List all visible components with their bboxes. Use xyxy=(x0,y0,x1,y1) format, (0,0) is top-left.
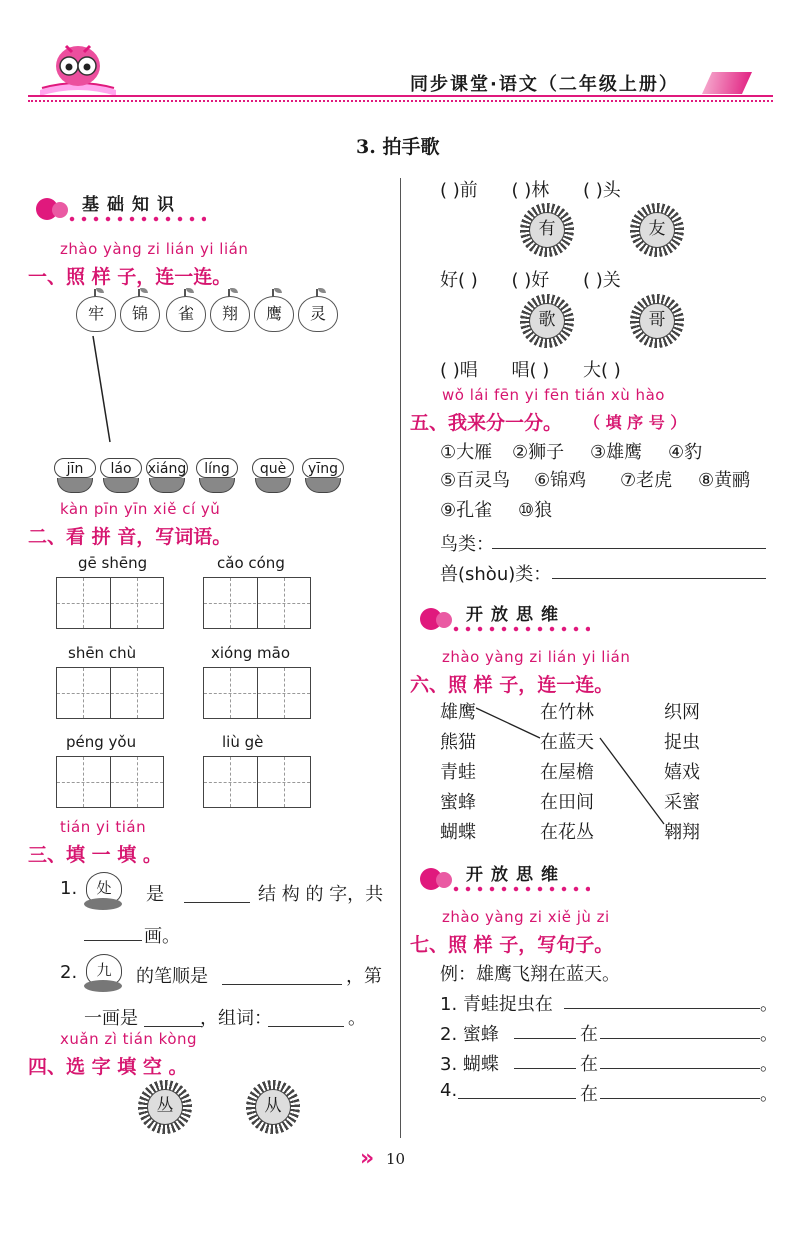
header-logo xyxy=(38,38,118,98)
writing-grid[interactable] xyxy=(203,756,311,808)
q7-s4a: 4. xyxy=(440,1080,458,1101)
pinyin-jar[interactable]: jīn xyxy=(54,458,96,494)
q7-s3a: 3. 蝴蝶 xyxy=(440,1054,499,1075)
action-word[interactable]: 捉虫 xyxy=(664,732,700,753)
animal-word[interactable]: 雄鹰 xyxy=(440,702,476,723)
q3-item1-num: 1. xyxy=(60,878,78,899)
peach-char: 处 xyxy=(84,872,122,910)
q1-example-line xyxy=(80,330,120,450)
action-word[interactable]: 织网 xyxy=(664,702,700,723)
q1-heading: 一、照 样 子，连一连。 xyxy=(28,266,232,288)
q5-item: ⑤百灵鸟 xyxy=(440,470,511,491)
q7-heading: 七、照 样 子，写句子。 xyxy=(410,934,614,956)
flower-char: 友 xyxy=(630,203,684,257)
q7-s3b: 在 xyxy=(580,1054,598,1075)
answer-blank[interactable] xyxy=(184,884,250,903)
place-word[interactable]: 在田间 xyxy=(540,792,594,813)
q7-s1: 1. 青蛙捉虫在 xyxy=(440,994,553,1015)
q3-item2-a: 的笔顺是 xyxy=(136,966,208,987)
q3-item2-d: ，组词： xyxy=(200,1008,272,1029)
pinyin-jar[interactable]: què xyxy=(252,458,294,494)
q4-row3: ( )唱 唱( ) 大( ) xyxy=(440,360,621,381)
writing-grid[interactable] xyxy=(203,667,311,719)
owl-book-icon xyxy=(38,38,118,98)
q2-pinyin: kàn pīn yīn xiě cí yǔ xyxy=(60,500,221,518)
q5-item: ⑧黄鹂 xyxy=(698,470,751,491)
q5-item: ③雄鹰 xyxy=(590,442,643,463)
action-word[interactable]: 翱翔 xyxy=(664,822,700,843)
q6-example-lines xyxy=(470,700,670,830)
q3-item2-num: 2. xyxy=(60,962,78,983)
page-number: 10 xyxy=(386,1150,406,1168)
animal-word[interactable]: 蜜蜂 xyxy=(440,792,476,813)
beasts-answer-line[interactable] xyxy=(552,560,766,579)
animal-word[interactable]: 熊猫 xyxy=(440,732,476,753)
q5-item: ⑦老虎 xyxy=(620,470,673,491)
peach-char: 九 xyxy=(84,954,122,992)
column-divider xyxy=(400,178,401,1138)
header-title: 同步课堂·语文（二年级上册） xyxy=(410,74,679,95)
action-word[interactable]: 采蜜 xyxy=(664,792,700,813)
writing-grid[interactable] xyxy=(203,577,311,629)
q5-item: ⑩狼 xyxy=(518,500,553,521)
answer-blank[interactable] xyxy=(222,966,342,985)
period: 。 xyxy=(760,1054,778,1075)
answer-blank[interactable] xyxy=(514,1050,576,1069)
flower-char: 歌 xyxy=(520,294,574,348)
q3-pinyin: tián yi tián xyxy=(60,818,147,836)
place-word[interactable]: 在竹林 xyxy=(540,702,594,723)
q3-heading: 三、填 一 填 。 xyxy=(28,844,162,866)
word-pinyin: xióng māo xyxy=(211,644,290,662)
answer-blank[interactable] xyxy=(458,1080,576,1099)
flower-char: 有 xyxy=(520,203,574,257)
period: 。 xyxy=(760,1024,778,1045)
pinyin-jar[interactable]: líng xyxy=(196,458,238,494)
flower-char: 从 xyxy=(246,1080,300,1134)
q3-item1-c: 画。 xyxy=(144,926,180,947)
q5-beasts-label: 兽(shòu)类： xyxy=(440,564,552,585)
writing-grid[interactable] xyxy=(56,577,164,629)
q7-s4b: 在 xyxy=(580,1084,598,1105)
q5-pinyin: wǒ lái fēn yi fēn tián xù hào xyxy=(442,386,665,404)
q5-item: ④豹 xyxy=(668,442,703,463)
header-rule xyxy=(28,95,773,97)
word-pinyin: gē shēng xyxy=(78,554,148,572)
apple-char[interactable]: 翔 xyxy=(210,296,250,332)
q4-pinyin: xuǎn zì tián kòng xyxy=(60,1030,198,1048)
q1-pinyin: zhào yàng zi lián yi lián xyxy=(60,240,249,258)
apple-char[interactable]: 灵 xyxy=(298,296,338,332)
q7-s2a: 2. 蜜蜂 xyxy=(440,1024,499,1045)
q2-heading: 二、看 拼 音，写词语。 xyxy=(28,526,232,548)
place-word[interactable]: 在蓝天 xyxy=(540,732,594,753)
word-pinyin: cǎo cóng xyxy=(217,554,285,572)
q5-heading: 五、我来分一分。 xyxy=(410,412,563,434)
answer-blank[interactable] xyxy=(600,1080,760,1099)
flower-char: 哥 xyxy=(630,294,684,348)
q7-s2b: 在 xyxy=(580,1024,598,1045)
answer-blank[interactable] xyxy=(84,922,142,941)
birds-answer-line[interactable] xyxy=(492,530,766,549)
period: 。 xyxy=(760,1084,778,1105)
q5-item: ①大雁 xyxy=(440,442,493,463)
apple-char[interactable]: 锦 xyxy=(120,296,160,332)
q4-heading: 四、选 字 填 空 。 xyxy=(28,1056,188,1078)
banner-open-thinking: 开放思维 xyxy=(420,856,640,894)
word-pinyin: liù gè xyxy=(222,733,264,751)
action-word[interactable]: 嬉戏 xyxy=(664,762,700,783)
animal-word[interactable]: 青蛙 xyxy=(440,762,476,783)
pinyin-jar[interactable]: yīng xyxy=(302,458,344,494)
answer-blank[interactable] xyxy=(564,990,760,1009)
q7-pinyin: zhào yàng zi xiě jù zi xyxy=(442,908,610,926)
q5-item: ⑥锦鸡 xyxy=(534,470,587,491)
q4-row1: ( )前 ( )林 ( )头 xyxy=(440,180,621,201)
word-pinyin: shēn chù xyxy=(68,644,137,662)
apple-char[interactable]: 雀 xyxy=(166,296,206,332)
q5-birds-label: 鸟类： xyxy=(440,534,494,555)
q3-item1-a: 是 xyxy=(146,884,164,905)
q6-heading: 六、照 样 子，连一连。 xyxy=(410,674,614,696)
apple-char[interactable]: 鹰 xyxy=(254,296,294,332)
q5-item: ⑨孔雀 xyxy=(440,500,493,521)
banner-open-thinking: 开放思维 xyxy=(420,596,640,634)
answer-blank[interactable] xyxy=(144,1008,202,1027)
q3-item2-b: ，第 xyxy=(346,966,382,987)
q5-note: （ 填 序 号 ） xyxy=(584,413,687,432)
word-pinyin: péng yǒu xyxy=(66,733,137,751)
q5-item: ②狮子 xyxy=(512,442,565,463)
period: 。 xyxy=(760,994,778,1015)
place-word[interactable]: 在花丛 xyxy=(540,822,594,843)
lesson-title: 3. 拍手歌 xyxy=(356,136,440,158)
place-word[interactable]: 在屋檐 xyxy=(540,762,594,783)
flower-char: 丛 xyxy=(138,1080,192,1134)
pinyin-jar[interactable]: láo xyxy=(100,458,142,494)
q3-item2-e: 。 xyxy=(348,1008,366,1029)
apple-char[interactable]: 牢 xyxy=(76,296,116,332)
answer-blank[interactable] xyxy=(600,1050,760,1069)
answer-blank[interactable] xyxy=(600,1020,760,1039)
q6-pinyin: zhào yàng zi lián yi lián xyxy=(442,648,631,666)
q3-item1-b: 结 构 的 字，共 xyxy=(258,884,384,905)
animal-word[interactable]: 蝴蝶 xyxy=(440,822,476,843)
header-rule-dots xyxy=(28,100,773,102)
writing-grid[interactable] xyxy=(56,667,164,719)
writing-grid[interactable] xyxy=(56,756,164,808)
pinyin-jar[interactable]: xiáng xyxy=(146,458,188,494)
q7-example: 例：雄鹰飞翔在蓝天。 xyxy=(440,964,620,985)
answer-blank[interactable] xyxy=(268,1008,344,1027)
q4-row2: 好( ) ( )好 ( )关 xyxy=(440,270,621,291)
banner-basic: 基础知识 xyxy=(36,186,256,224)
q3-item2-c: 一画是 xyxy=(84,1008,138,1029)
double-chevron-icon: » xyxy=(360,1146,375,1171)
answer-blank[interactable] xyxy=(514,1020,576,1039)
header-ribbon xyxy=(702,72,752,94)
